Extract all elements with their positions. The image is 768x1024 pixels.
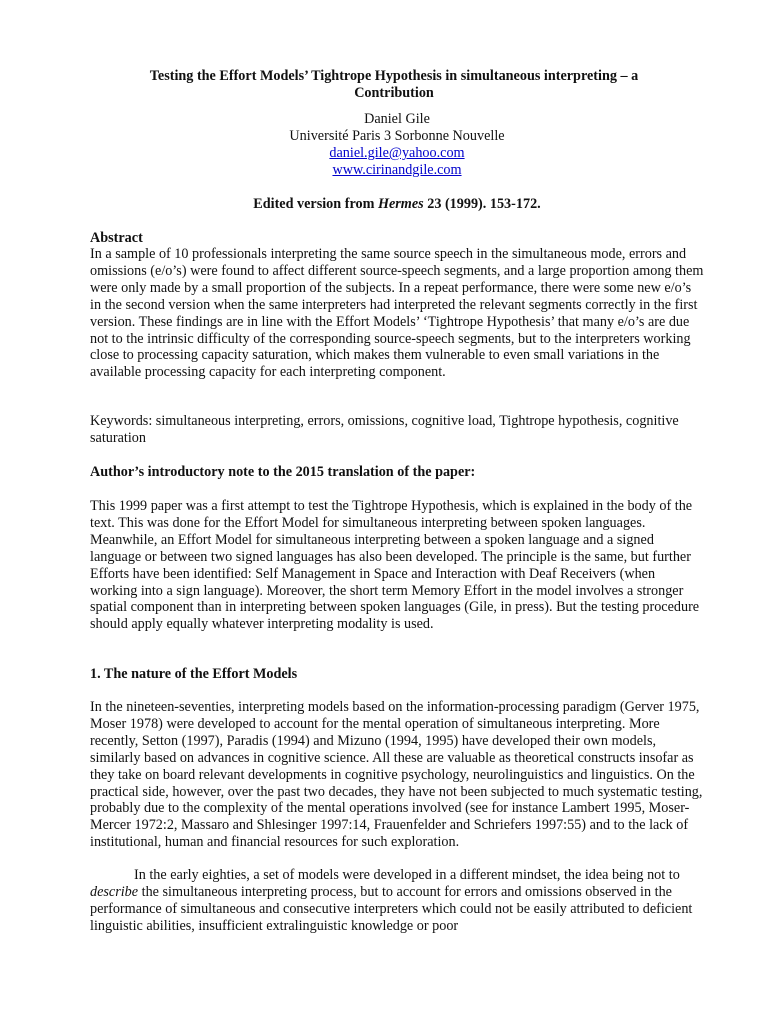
section-1-paragraph-2: [90, 867, 704, 935]
author-email-link[interactable]: daniel.gile@yahoo.com: [329, 145, 465, 161]
note-heading: Author’s introductory note to the 2015 translation of the paper:: [90, 464, 476, 480]
author-website-link[interactable]: www.cirinandgile.com: [332, 162, 462, 178]
para2-emphasis: describe: [90, 883, 139, 900]
para2-part-b: the simultaneous interpreting process, but to account for errors and omissions observed in the performance of simultaneous and consecutive interpreters which could not be easily attributed to deficient linguistic abilities, insufficient extralinguistic knowledge or poor: [90, 883, 693, 934]
edition-note: [90, 196, 704, 213]
abstract-text: In a sample of 10 professionals interpreting the same source speech in the simultaneous mode, errors and omissions (e/o’s) were found to affect different source-speech segments, and a large proportion among them were only made by a small proportion of the subjects. In a repeat performance, there were some new e/o’s in the second version when the same interpreters had interpreted the relevant segments correctly in the first version. These findings are in line with the Effort Models’ ‘Tightrope Hypothesis’ that many e/o’s are due not to the intrinsic difficulty of the corresponding source-speech segments, but to the interpreters working close to processing capacity saturation, which makes them vulnerable to even small variations in the available processing capacity for each interpreting component.: [90, 246, 704, 381]
author-website-line: [90, 162, 704, 179]
keywords: Keywords: simultaneous interpreting, errors, omissions, cognitive load, Tightrope hypothesis, cognitive saturation: [90, 413, 679, 446]
para2-part-a: In the early eighties, a set of models were developed in a different mindset, the idea being not to: [134, 867, 680, 883]
abstract-heading: Abstract: [90, 230, 143, 246]
section-1-heading: 1. The nature of the Effort Models: [90, 666, 298, 682]
paper-title: Testing the Effort Models’ Tightrope Hypothesis in simultaneous interpreting – a Contribution: [149, 68, 639, 101]
edition-suffix: 23 (1999). 153-172.: [423, 196, 541, 212]
section-1-paragraph-1: In the nineteen-seventies, interpreting models based on the information-processing paradigm (Gerver 1975, Moser 1978) were developed to account for the mental operation of simultaneous interpreting. More recently, Setton (1997), Paradis (1994) and Mizuno (1994, 1995) have developed their own models, similarly based on advances in cognitive science. All these are valuable as theoretical constructs insofar as they take on board relevant developments in cognitive psychology, neurolinguistics and linguistics. On the practical side, however, over the past two decades, they have not been subjected to much systematic testing, probably due to the complexity of the mental operations involved (see for instance Lambert 1995, Moser-Mercer 1972:2, Massaro and Shlesinger 1997:14, Frauenfelder and Schriefers 1997:55) and to the lack of institutional, human and financial resources for such exploration.: [90, 699, 703, 851]
author-affiliation: Université Paris 3 Sorbonne Nouvelle: [289, 128, 505, 144]
edition-journal: Hermes: [377, 196, 424, 212]
edition-prefix: Edited version from: [253, 196, 378, 212]
note-text: This 1999 paper was a first attempt to test the Tightrope Hypothesis, which is explained in the body of the text. This was done for the Effort Model for simultaneous interpreting between spoken languages. Meanwhile, an Effort Model for simultaneous interpreting between a spoken language and a signed language or between two signed languages has also been developed. The principle is the same, but further Efforts have been identified: Self Management in Space and Interaction with Deaf Receivers (when working into a sign language). Moreover, the short term Memory Effort in the model involves a stronger spatial component than in interpreting between spoken languages (Gile, in press). But the testing procedure should apply equally whatever interpreting modality is used.: [90, 498, 700, 633]
author-name: Daniel Gile: [364, 111, 430, 127]
author-email-line: [90, 145, 704, 162]
